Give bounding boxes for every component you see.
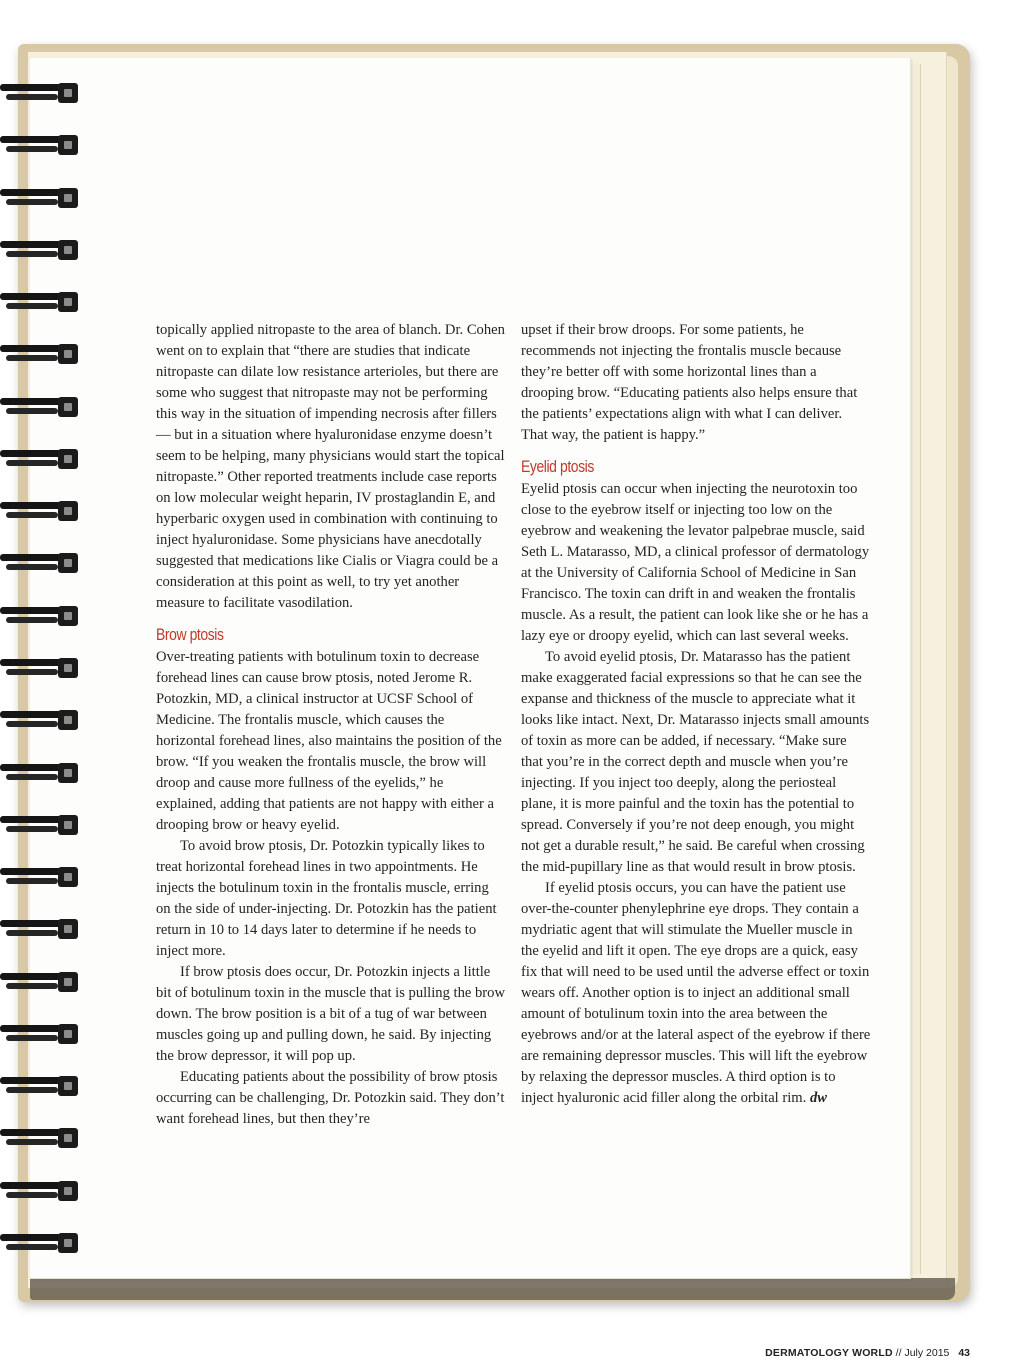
article-right-column [521, 320, 871, 1109]
brow-paragraph-3: If brow ptosis does occur, Dr. Potozkin injects a little bit of botulinum toxin in the muscle that is pulling the brow down. The brow position is a bit of a tug of war between muscles going up and pulling down, he said. By injecting the brow depressor, it will pop up. [156, 964, 506, 1064]
spiral-coil [0, 1073, 78, 1099]
brow-paragraph-4: Educating patients about the possibility of brow ptosis occurring can be challenging, Dr. Potozkin said. They don’t want forehead lines, but then they’re [156, 1069, 505, 1127]
page-footer [760, 1347, 970, 1359]
spiral-coil [0, 969, 78, 995]
eyelid-ptosis-heading: Eyelid ptosis [521, 457, 594, 476]
brow-ptosis-heading: Brow ptosis [156, 625, 224, 644]
eyelid-paragraph-2: To avoid eyelid ptosis, Dr. Matarasso has the patient make exaggerated facial expressions so that he can see the expanse and thickness of the muscle to appreciate what it looks like intact. Next, Dr. Matarasso injects small amounts of toxin as more can be added, if necessary. “Make sure that you’re in the correct depth and muscle when you’re injecting. If you inject too deeply, along the periosteal plane, it is more painful and the toxin has the potential to spread. Conversely if you’re not deep enough, you might not get a durable result,” he said. Be careful when crossing the mid-pupillary line as that would result in brow ptosis. [521, 649, 870, 875]
spiral-coil [0, 916, 78, 942]
spiral-coil [0, 132, 78, 158]
intro-paragraph: topically applied nitropaste to the area of blanch. Dr. Cohen went on to explain that “there are studies that indicate nitropaste can dilate low resistance arterioles, but there are some who suggest that nitropaste may not be performing this way in the situation of impending necrosis after fillers — but in a situation where hyaluronidase enzyme doesn’t seem to be helping, many physicians would start the topical nitropaste.” Other reported treatments include case reports on low molecular weight heparin, IV prostaglandin E, and hyperbaric oxygen used in combination with continuing to inject hyaluronidase. Some physicians have anecdotally suggested that medications like Cialis or Viagra could be a consideration at this point as well, to try yet another measure to facilitate vasodilation. [156, 322, 505, 611]
spiral-coil [0, 498, 78, 524]
brow-paragraph-1: Over-treating patients with botulinum toxin to decrease forehead lines can cause brow ptosis, noted Jerome R. Potozkin, MD, a clinical instructor at UCSF School of Medicine. The frontalis muscle, which causes the horizontal forehead lines, also maintains the position of the brow. “If you weaken the frontalis muscle, the brow will droop and cause more fullness of the eyelids,” he explained, adding that patients are not happy with either a drooping brow or heavy eyelid. [156, 649, 502, 833]
spiral-coil [0, 446, 78, 472]
spiral-binding [0, 80, 80, 1280]
spiral-coil [0, 1230, 78, 1256]
end-signature: dw [809, 1090, 827, 1106]
spiral-coil [0, 1178, 78, 1204]
spiral-coil [0, 394, 78, 420]
spiral-coil [0, 80, 78, 106]
notebook-bottom-edge [30, 1278, 955, 1300]
publication-name: DERMATOLOGY WORLD [765, 1347, 893, 1359]
spiral-coil [0, 707, 78, 733]
eyelid-paragraph-1: Eyelid ptosis can occur when injecting the neurotoxin too close to the eyebrow itself or injecting too low on the eyebrow and weakening the levator palpebrae muscle, said Seth L. Matarasso, MD, a clinical professor of dermatology at the University of California School of Medicine in San Francisco. The toxin can drift in and weaken the frontalis muscle. As a result, the patient can look like she or he has a lazy eye or droopy eyelid, which can last several weeks. [521, 481, 870, 644]
page-number: 43 [958, 1347, 970, 1359]
article-left-column [156, 320, 506, 1130]
eyelid-paragraph-3 [521, 878, 871, 1109]
continuation-paragraph: upset if their brow droops. For some patients, he recommends not injecting the frontalis muscle because they’re better off with some horizontal lines than a drooping brow. “Educating patients also helps ensure that the patients’ expectations align with what I can deliver. That way, the patient is happy.” [521, 322, 858, 443]
brow-paragraph-2: To avoid brow ptosis, Dr. Potozkin typically likes to treat horizontal forehead lines in two appointments. He injects the botulinum toxin in the frontalis muscle, erring on the side of under-injecting. Dr. Potozkin has the patient return in 10 to 14 days later to determine if he needs to inject more. [156, 838, 497, 959]
eyelid-paragraph-3-text: If eyelid ptosis occurs, you can have the patient use over-the-counter phenylephrine eye drops. They contain a mydriatic agent that will stimulate the Mueller muscle in the eyelid and lift it open. The eye drops are a quick, easy fix that will need to be used until the adverse effect or toxin wears off. Another option is to inject an additional small amount of botulinum toxin into the area between the eyebrows and/or at the lateral aspect of the eyebrow if there are remaining depressor muscles. This will lift the eyebrow by relaxing the depressor muscles. A third option is to inject hyaluronic acid filler along the orbital rim. [521, 880, 871, 1106]
spiral-coil [0, 237, 78, 263]
spiral-coil [0, 185, 78, 211]
spiral-coil [0, 812, 78, 838]
footer-separator: // [895, 1347, 902, 1359]
spiral-coil [0, 655, 78, 681]
spiral-coil [0, 760, 78, 786]
spiral-coil [0, 864, 78, 890]
spiral-coil [0, 1125, 78, 1151]
issue-date: July 2015 [904, 1347, 950, 1359]
spiral-coil [0, 289, 78, 315]
spiral-coil [0, 603, 78, 629]
spiral-coil [0, 341, 78, 367]
page-edge-strip [910, 64, 921, 1274]
spiral-coil [0, 1021, 78, 1047]
spiral-coil [0, 550, 78, 576]
